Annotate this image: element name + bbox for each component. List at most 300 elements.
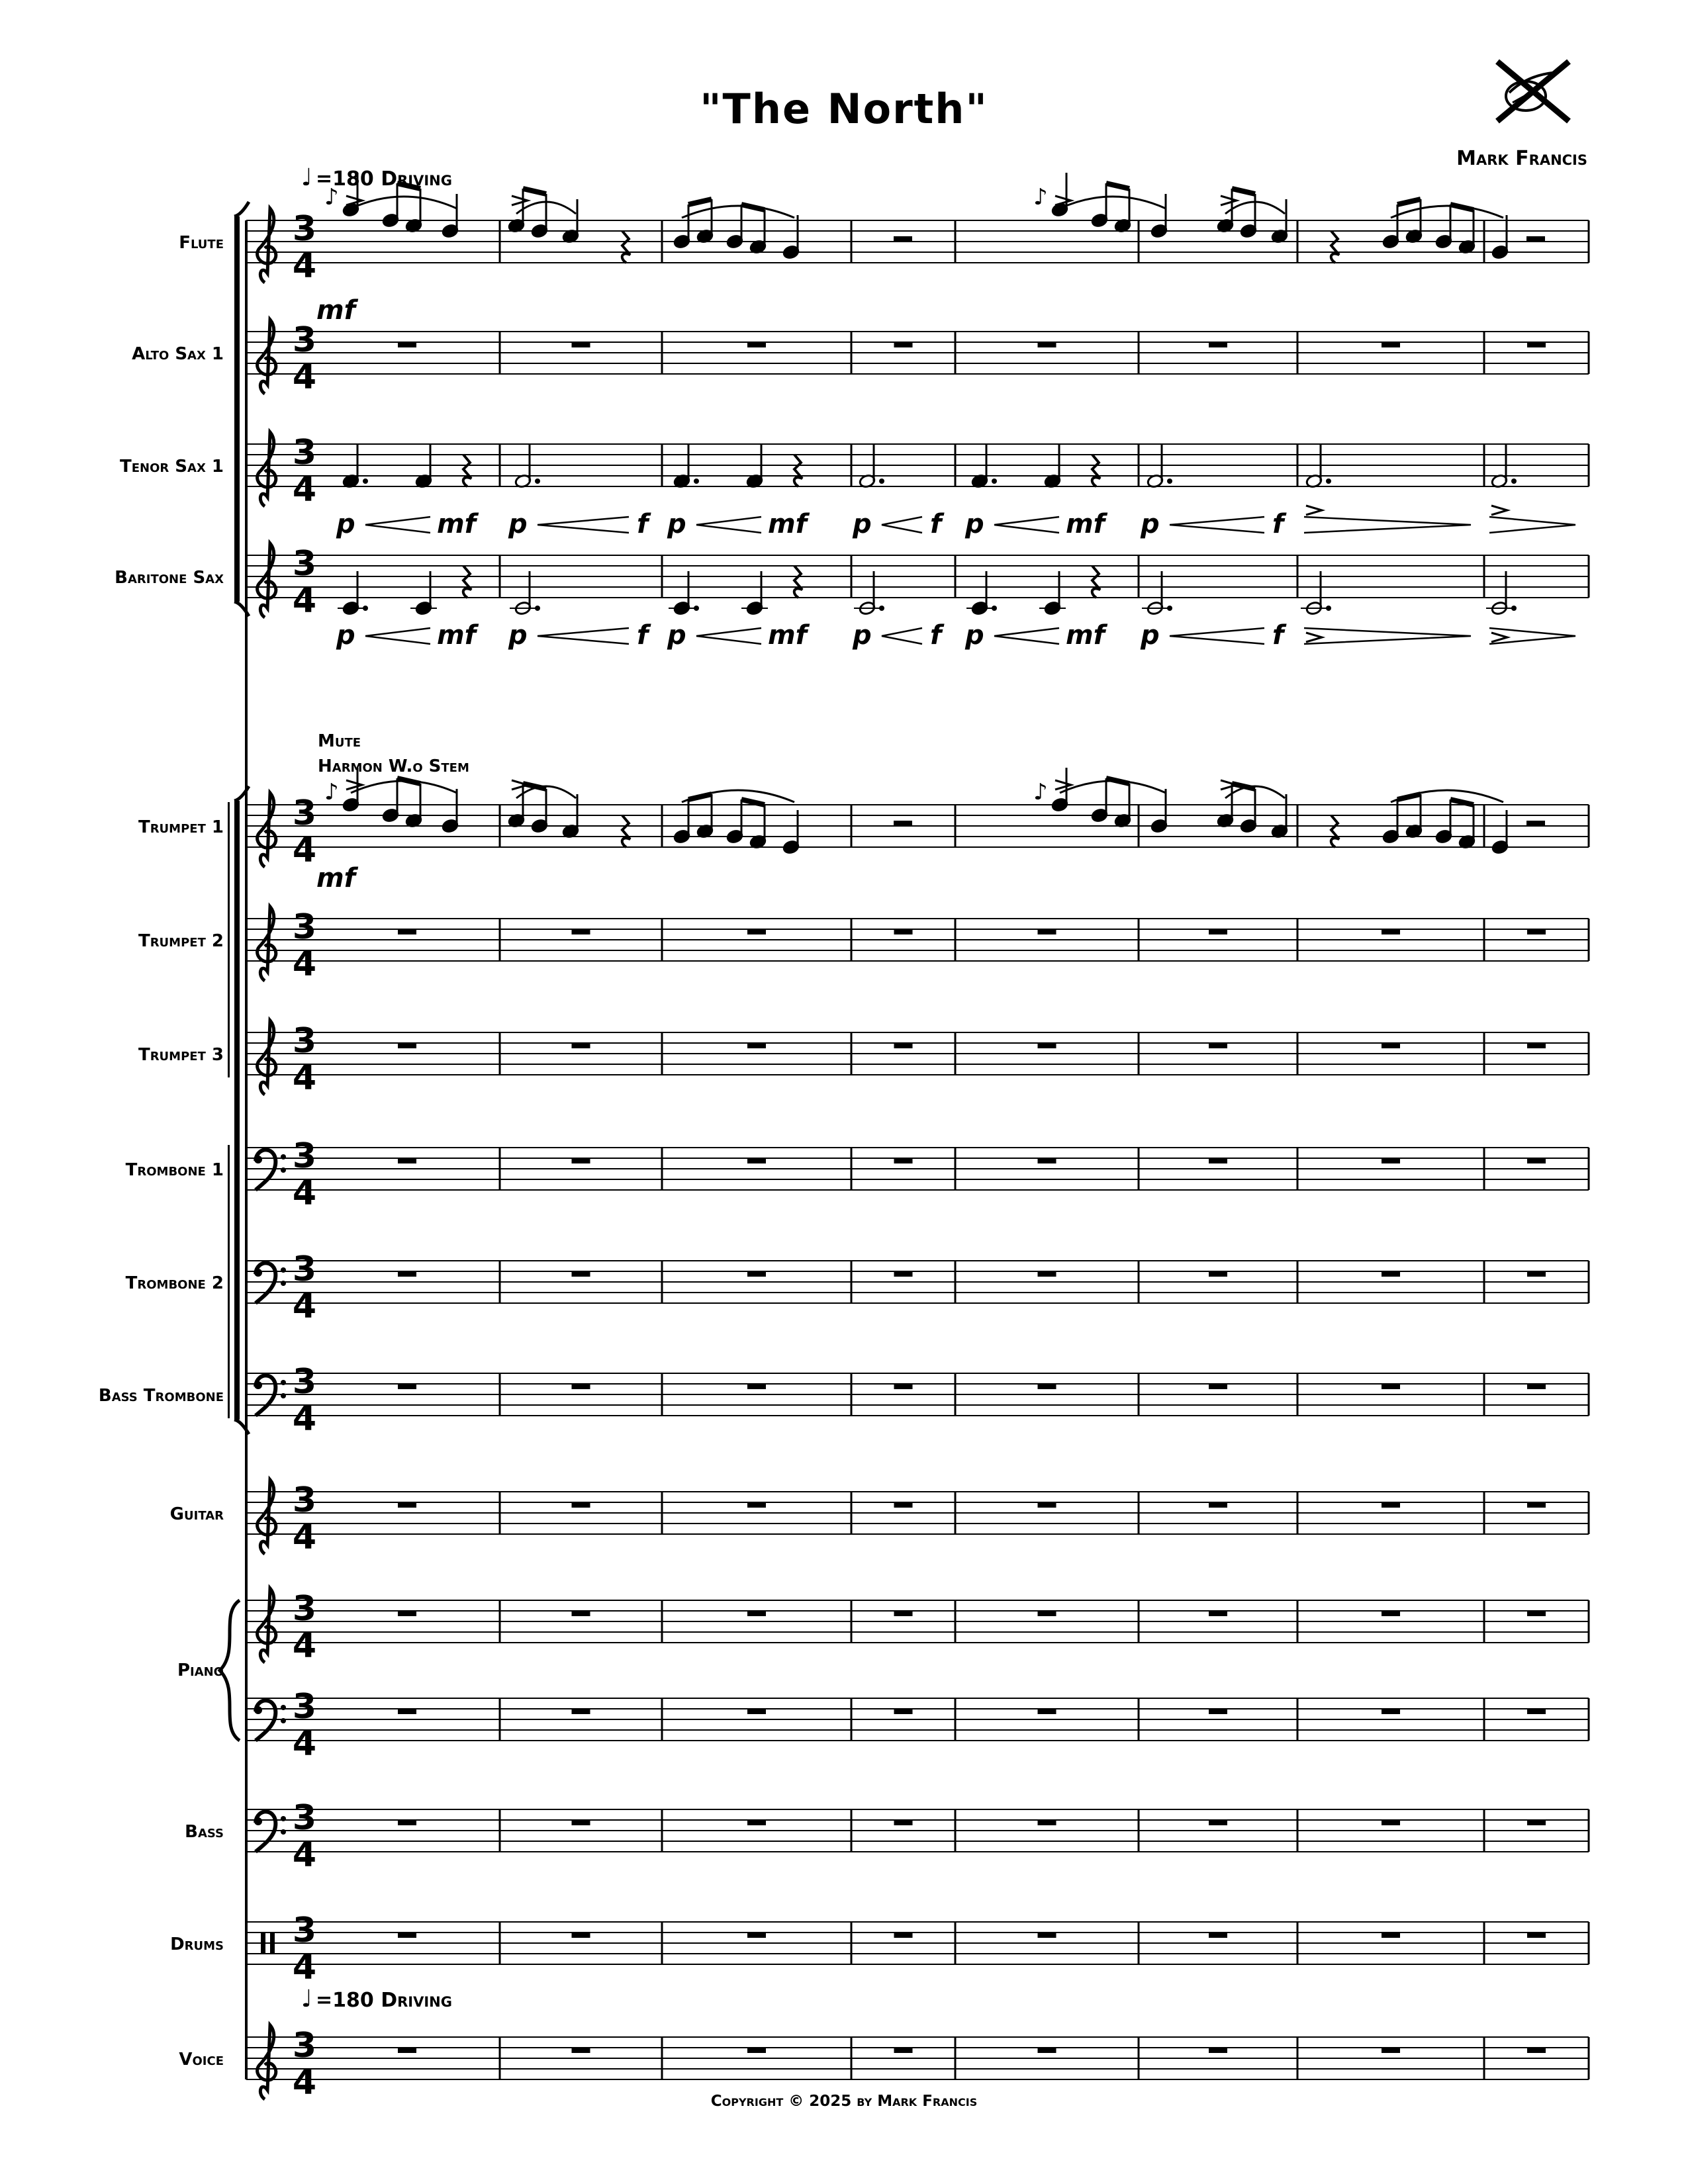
staff-trombone-2 <box>126 1250 1589 1326</box>
measure-rest <box>1527 2048 1546 2053</box>
quarter-rest <box>622 815 630 847</box>
measure-rest <box>894 1820 913 1825</box>
dynamic-f: f <box>930 509 942 539</box>
measure-rest <box>747 1933 766 1938</box>
measure-rest <box>1527 929 1546 934</box>
measure-rest <box>572 1043 590 1048</box>
measure-rest <box>398 2048 416 2053</box>
grace-note: ♪ <box>324 184 339 210</box>
measure-rest <box>1382 1933 1400 1938</box>
dynamic-mf: mf <box>316 295 356 326</box>
treble-clef-icon <box>258 907 276 981</box>
dynamic-mf: mf <box>768 620 808 651</box>
measure-rest <box>572 1384 590 1389</box>
dynamic-p: p <box>1141 620 1160 651</box>
staff-trumpet-2 <box>138 907 1589 984</box>
time-signature-top: 3 <box>292 1798 317 1838</box>
quarter-note-icon: ♩ <box>301 164 312 191</box>
measure-rest <box>894 1933 913 1938</box>
measure-rest <box>747 1043 766 1048</box>
eighth-note <box>531 789 548 833</box>
crescendo-hairpin <box>696 628 761 644</box>
eighth-note <box>1435 205 1452 249</box>
eighth-note <box>1405 199 1423 244</box>
treble-clef-icon <box>258 1588 276 1662</box>
crescendo-hairpin <box>365 517 430 533</box>
slur <box>1391 206 1503 218</box>
dynamic-mf: mf <box>437 509 477 539</box>
measure-rest <box>572 1271 590 1277</box>
dynamic-p: p <box>667 509 686 539</box>
bass-clef-icon <box>254 1150 286 1190</box>
eighth-note <box>415 444 432 488</box>
measure-rest <box>1038 1043 1056 1048</box>
instrument-label-trumpet-1: Trumpet 1 <box>138 817 224 837</box>
tempo-marking-voice <box>301 1985 452 2013</box>
time-signature-bottom: 4 <box>292 944 317 984</box>
measure-rest <box>572 1611 590 1616</box>
instrument-label-trumpet-2: Trumpet 2 <box>138 931 224 951</box>
eighth-note <box>746 444 763 488</box>
trombone-sub-bracket <box>228 1145 230 1418</box>
grace-note: ♪ <box>324 779 339 805</box>
instrument-label-bass: Bass <box>185 1822 224 1842</box>
time-signature-top: 3 <box>292 320 317 360</box>
beam <box>523 189 546 194</box>
quarter-rest <box>622 231 630 263</box>
measure-rest <box>572 1933 590 1938</box>
measure-rest <box>894 1158 913 1163</box>
dynamic-p: p <box>336 509 355 539</box>
time-signature-top: 3 <box>292 1911 317 1950</box>
treble-clef-icon <box>258 320 276 394</box>
measure-rest <box>1038 929 1056 934</box>
slur <box>682 790 794 802</box>
measure-rest <box>1527 1158 1546 1163</box>
treble-clef-icon <box>258 432 276 506</box>
beam <box>1232 189 1255 194</box>
eighth-note <box>696 794 714 839</box>
beam <box>741 799 765 805</box>
slur <box>1060 197 1166 208</box>
time-signature-top: 3 <box>292 907 317 947</box>
dotted-half-note <box>854 571 884 615</box>
dotted-half-note <box>1486 571 1517 615</box>
dynamic-p: p <box>1141 509 1160 539</box>
measure-rest <box>894 929 913 934</box>
eighth-note <box>410 571 437 615</box>
time-signature-top: 3 <box>292 433 317 473</box>
quarter-note <box>1150 789 1168 833</box>
accent-mark <box>1306 506 1322 515</box>
time-signature-bottom: 4 <box>292 1287 317 1326</box>
quarter-rest <box>463 566 471 598</box>
measure-rest <box>894 1502 913 1508</box>
dotted-half-note <box>510 571 540 615</box>
measure-rest <box>1209 2048 1227 2053</box>
eighth-note <box>1091 183 1108 228</box>
measure-rest <box>398 1933 416 1938</box>
decrescendo-hairpin <box>1304 517 1471 533</box>
measure-rest <box>398 1709 416 1714</box>
measure-rest <box>1038 1933 1056 1938</box>
measure-rest <box>747 342 766 347</box>
grace-note: ♪ <box>1033 779 1048 805</box>
quarter-note <box>442 194 459 238</box>
instrument-label-tenor-sax-1: Tenor Sax 1 <box>120 457 224 477</box>
dotted-quarter-note <box>966 571 997 615</box>
measure-rest <box>747 1709 766 1714</box>
quarter-rest <box>794 455 802 486</box>
slur <box>682 206 794 218</box>
measure-rest <box>1382 1502 1400 1508</box>
measure-rest <box>1382 1611 1400 1616</box>
measure-rest <box>1038 342 1056 347</box>
staff-tenor-sax-1 <box>120 432 1589 510</box>
measure-rest <box>894 1384 913 1389</box>
measure-rest <box>572 1709 590 1714</box>
dynamic-mf: mf <box>316 863 356 893</box>
measure-rest <box>894 1271 913 1277</box>
time-signature-top: 3 <box>292 1021 317 1061</box>
time-signature-top: 3 <box>292 1136 317 1176</box>
dotted-half-note <box>859 444 884 488</box>
quarter-note <box>1271 794 1288 839</box>
quarter-rest <box>1092 455 1100 486</box>
beam <box>1450 799 1474 805</box>
measure-rest <box>398 1158 416 1163</box>
crescendo-hairpin <box>696 517 761 533</box>
time-signature-top: 3 <box>292 2026 317 2066</box>
bass-clef-icon <box>254 1375 286 1416</box>
crescendo-hairpin <box>994 517 1059 533</box>
eighth-note <box>1114 784 1131 828</box>
mute-type-instruction: Harmon W.o Stem <box>318 756 469 776</box>
measure-rest <box>747 1158 766 1163</box>
measure-rest <box>398 342 416 347</box>
quarter-rest <box>1092 566 1100 598</box>
eighth-note <box>1044 444 1061 488</box>
time-signature-bottom: 4 <box>292 1626 317 1666</box>
measure-rest <box>1527 1271 1546 1277</box>
measure-rest <box>747 1271 766 1277</box>
quarter-rest <box>1331 231 1339 263</box>
instrument-label-trombone-2: Trombone 2 <box>125 1273 224 1293</box>
dynamic-f: f <box>1272 509 1284 539</box>
dynamic-p: p <box>508 620 528 651</box>
crescendo-hairpin <box>538 628 629 644</box>
treble-clef-icon <box>258 208 276 283</box>
crescendo-hairpin <box>1170 628 1264 644</box>
time-signature-top: 3 <box>292 1250 317 1289</box>
measure-rest <box>747 1502 766 1508</box>
instrument-label-voice: Voice <box>179 2050 224 2070</box>
eighth-note <box>1114 189 1131 233</box>
measure-rest <box>1382 929 1400 934</box>
eighth-note <box>531 194 548 238</box>
dotted-half-note <box>1301 571 1331 615</box>
measure-rest <box>894 1043 913 1048</box>
eighth-note <box>1217 784 1234 828</box>
staff-baritone-sax <box>115 543 1589 621</box>
instrument-label-trumpet-3: Trumpet 3 <box>138 1045 224 1065</box>
trumpet-sub-bracket <box>228 802 230 1077</box>
dotted-half-note <box>1491 444 1517 488</box>
time-signature-bottom: 4 <box>292 581 317 621</box>
dynamic-p: p <box>853 620 872 651</box>
instrument-label-baritone-sax: Baritone Sax <box>115 568 224 588</box>
copyright-notice: Copyright © 2025 by Mark Francis <box>710 2093 978 2110</box>
half-rest <box>1526 236 1545 242</box>
time-signature-top: 3 <box>292 1589 317 1629</box>
eighth-note <box>1240 194 1257 238</box>
measure-rest <box>894 2048 913 2053</box>
dynamic-f: f <box>1272 620 1284 651</box>
time-signature-bottom: 4 <box>292 1173 317 1213</box>
eighth-note <box>382 778 399 823</box>
beam <box>1397 199 1421 205</box>
measure-rest <box>1209 1384 1227 1389</box>
staff-bass <box>185 1798 1589 1875</box>
slur <box>1391 790 1503 802</box>
measure-rest <box>1209 1043 1227 1048</box>
measure-rest <box>572 1502 590 1508</box>
dynamic-f: f <box>637 509 649 539</box>
time-signature-top: 3 <box>292 1480 317 1520</box>
staff-piano-treble <box>177 1588 1589 1680</box>
measure-rest <box>398 929 416 934</box>
crescendo-hairpin <box>538 517 629 533</box>
bass-clef-icon <box>254 1811 286 1852</box>
measure-rest <box>1209 1820 1227 1825</box>
eighth-note <box>1091 778 1108 823</box>
accent-mark <box>1306 633 1322 642</box>
measure-rest <box>747 1611 766 1616</box>
eighth-note <box>405 189 422 233</box>
eighth-note <box>1382 799 1399 844</box>
time-signature-bottom: 4 <box>292 1724 317 1764</box>
staff-guitar <box>170 1480 1589 1557</box>
staff-trumpet-3 <box>138 1021 1589 1098</box>
measure-rest <box>572 1158 590 1163</box>
dotted-half-note <box>1305 444 1331 488</box>
treble-clef-icon <box>258 1480 276 1554</box>
accent-mark <box>1221 196 1237 205</box>
eighth-note <box>1217 189 1234 233</box>
instrument-label-alto-sax-1: Alto Sax 1 <box>132 344 224 364</box>
dynamic-p: p <box>965 509 984 539</box>
treble-clef-icon <box>258 2025 276 2099</box>
dotted-quarter-note <box>338 571 368 615</box>
quarter-note <box>782 215 800 259</box>
measure-rest <box>572 929 590 934</box>
measure-rest <box>1209 1271 1227 1277</box>
composer-name: Mark Francis <box>1456 147 1587 170</box>
measure-rest <box>398 1384 416 1389</box>
eighth-note <box>508 784 525 828</box>
dynamic-f: f <box>930 620 942 651</box>
measure-rest <box>1527 1820 1546 1825</box>
measure-rest <box>1527 1502 1546 1508</box>
measure-rest <box>894 1611 913 1616</box>
measure-rest <box>1382 1271 1400 1277</box>
decrescendo-hairpin <box>1304 628 1471 644</box>
measure-rest <box>894 342 913 347</box>
quarter-note <box>782 810 800 854</box>
crescendo-hairpin <box>882 517 922 533</box>
eighth-note <box>1405 794 1423 839</box>
score-title: "The North" <box>700 85 988 133</box>
instrument-label-flute: Flute <box>179 233 224 253</box>
time-signature-top: 3 <box>292 209 317 249</box>
eighth-note <box>673 205 690 249</box>
measure-rest <box>1209 1709 1227 1714</box>
bass-clef-icon <box>254 1263 286 1303</box>
instrument-label-piano-treble: Piano <box>177 1661 224 1680</box>
measure-rest <box>1382 342 1400 347</box>
measure-rest <box>1382 1384 1400 1389</box>
slur <box>351 197 457 208</box>
half-rest <box>894 821 912 826</box>
measure-rest <box>1209 1611 1227 1616</box>
dynamic-p: p <box>336 620 355 651</box>
beam <box>1106 183 1129 189</box>
dotted-half-note <box>1147 444 1172 488</box>
time-signature-top: 3 <box>292 1362 317 1402</box>
dotted-quarter-note <box>342 444 368 488</box>
dynamic-p: p <box>965 620 984 651</box>
eighth-note <box>749 805 767 849</box>
staff-trombone-1 <box>126 1136 1589 1213</box>
instrument-label-drums: Drums <box>170 1934 224 1954</box>
eighth-note <box>741 571 768 615</box>
staff-voice <box>179 2025 1589 2103</box>
measure-rest <box>398 1611 416 1616</box>
time-signature-bottom: 4 <box>292 1058 317 1098</box>
decrescendo-hairpin <box>1489 517 1575 533</box>
dynamic-p: p <box>508 509 528 539</box>
slur <box>351 781 457 793</box>
measure-rest <box>398 1820 416 1825</box>
quarter-note <box>442 789 459 833</box>
measure-rest <box>572 342 590 347</box>
accent-mark <box>1491 506 1507 515</box>
quarter-note <box>1051 173 1068 217</box>
time-signature-top: 3 <box>292 544 317 584</box>
eighth-note <box>1435 799 1452 844</box>
crescendo-hairpin <box>365 628 430 644</box>
tempo-text: =180 Driving <box>316 167 452 191</box>
staff-piano-bass <box>246 1687 1589 1764</box>
measure-rest <box>1527 1709 1546 1714</box>
treble-clef-icon <box>258 793 276 867</box>
measure-rest <box>1527 1933 1546 1938</box>
measure-rest <box>1209 1502 1227 1508</box>
eighth-note <box>1458 210 1476 254</box>
dotted-quarter-note <box>971 444 997 488</box>
measure-rest <box>1382 1158 1400 1163</box>
staff-drums <box>170 1911 1589 1987</box>
measure-rest <box>747 1384 766 1389</box>
measure-rest <box>1038 1271 1056 1277</box>
dotted-quarter-note <box>673 444 699 488</box>
dynamic-mf: mf <box>437 620 477 651</box>
measure-rest <box>894 1709 913 1714</box>
measure-rest <box>1382 1820 1400 1825</box>
accent-mark <box>1491 633 1507 642</box>
measure-rest <box>398 1043 416 1048</box>
tempo-text: =180 Driving <box>316 1989 452 2012</box>
eighth-note <box>1039 571 1066 615</box>
half-rest <box>1526 821 1545 826</box>
measure-rest <box>1527 342 1546 347</box>
half-rest <box>894 236 912 242</box>
dynamic-mf: mf <box>1066 620 1105 651</box>
measure-rest <box>1382 1043 1400 1048</box>
eighth-note <box>1382 205 1399 249</box>
time-signature-top: 3 <box>292 1687 317 1727</box>
measure-rest <box>1382 2048 1400 2053</box>
instrument-label-bass-trombone: Bass Trombone <box>98 1386 224 1406</box>
measure-rest <box>747 2048 766 2053</box>
eighth-note <box>726 205 743 249</box>
eighth-note <box>508 189 525 233</box>
time-signature-top: 3 <box>292 794 317 833</box>
quarter-note <box>562 794 579 839</box>
crescendo-hairpin <box>1170 517 1264 533</box>
crescendo-hairpin <box>882 628 922 644</box>
measure-rest <box>1038 1611 1056 1616</box>
measure-rest <box>1209 342 1227 347</box>
quarter-note <box>1150 194 1168 238</box>
dynamic-f: f <box>637 620 649 651</box>
time-signature-bottom: 4 <box>292 246 317 286</box>
grace-note: ♪ <box>1033 184 1048 210</box>
bass-clef-icon <box>254 1700 286 1741</box>
measure-rest <box>398 1502 416 1508</box>
time-signature-bottom: 4 <box>292 1399 317 1439</box>
measure-rest <box>1038 1820 1056 1825</box>
staff-bass-trombone <box>99 1362 1589 1439</box>
measure-rest <box>1209 1933 1227 1938</box>
eighth-note <box>726 799 743 844</box>
measure-rest <box>572 2048 590 2053</box>
measure-rest <box>398 1271 416 1277</box>
measure-rest <box>1038 1158 1056 1163</box>
measure-rest <box>1382 1709 1400 1714</box>
beam <box>688 199 712 205</box>
measure-rest <box>1038 2048 1056 2053</box>
quarter-rest <box>794 566 802 598</box>
eighth-note <box>405 784 422 828</box>
mute-instruction: Mute <box>318 731 361 751</box>
treble-clef-icon <box>258 1021 276 1095</box>
dynamic-mf: mf <box>1066 509 1105 539</box>
time-signature-bottom: 4 <box>292 831 317 870</box>
time-signature-bottom: 4 <box>292 470 317 510</box>
dotted-quarter-note <box>669 571 699 615</box>
time-signature-bottom: 4 <box>292 1518 317 1557</box>
eighth-note <box>749 210 767 254</box>
instrument-label-guitar: Guitar <box>169 1504 224 1524</box>
treble-clef-icon <box>258 543 276 617</box>
eighth-note <box>696 199 714 244</box>
eighth-note <box>1240 789 1257 833</box>
time-signature-bottom: 4 <box>292 1948 317 1987</box>
measure-rest <box>1038 1709 1056 1714</box>
time-signature-bottom: 4 <box>292 1835 317 1875</box>
instrument-label-trombone-1: Trombone 1 <box>125 1160 224 1180</box>
